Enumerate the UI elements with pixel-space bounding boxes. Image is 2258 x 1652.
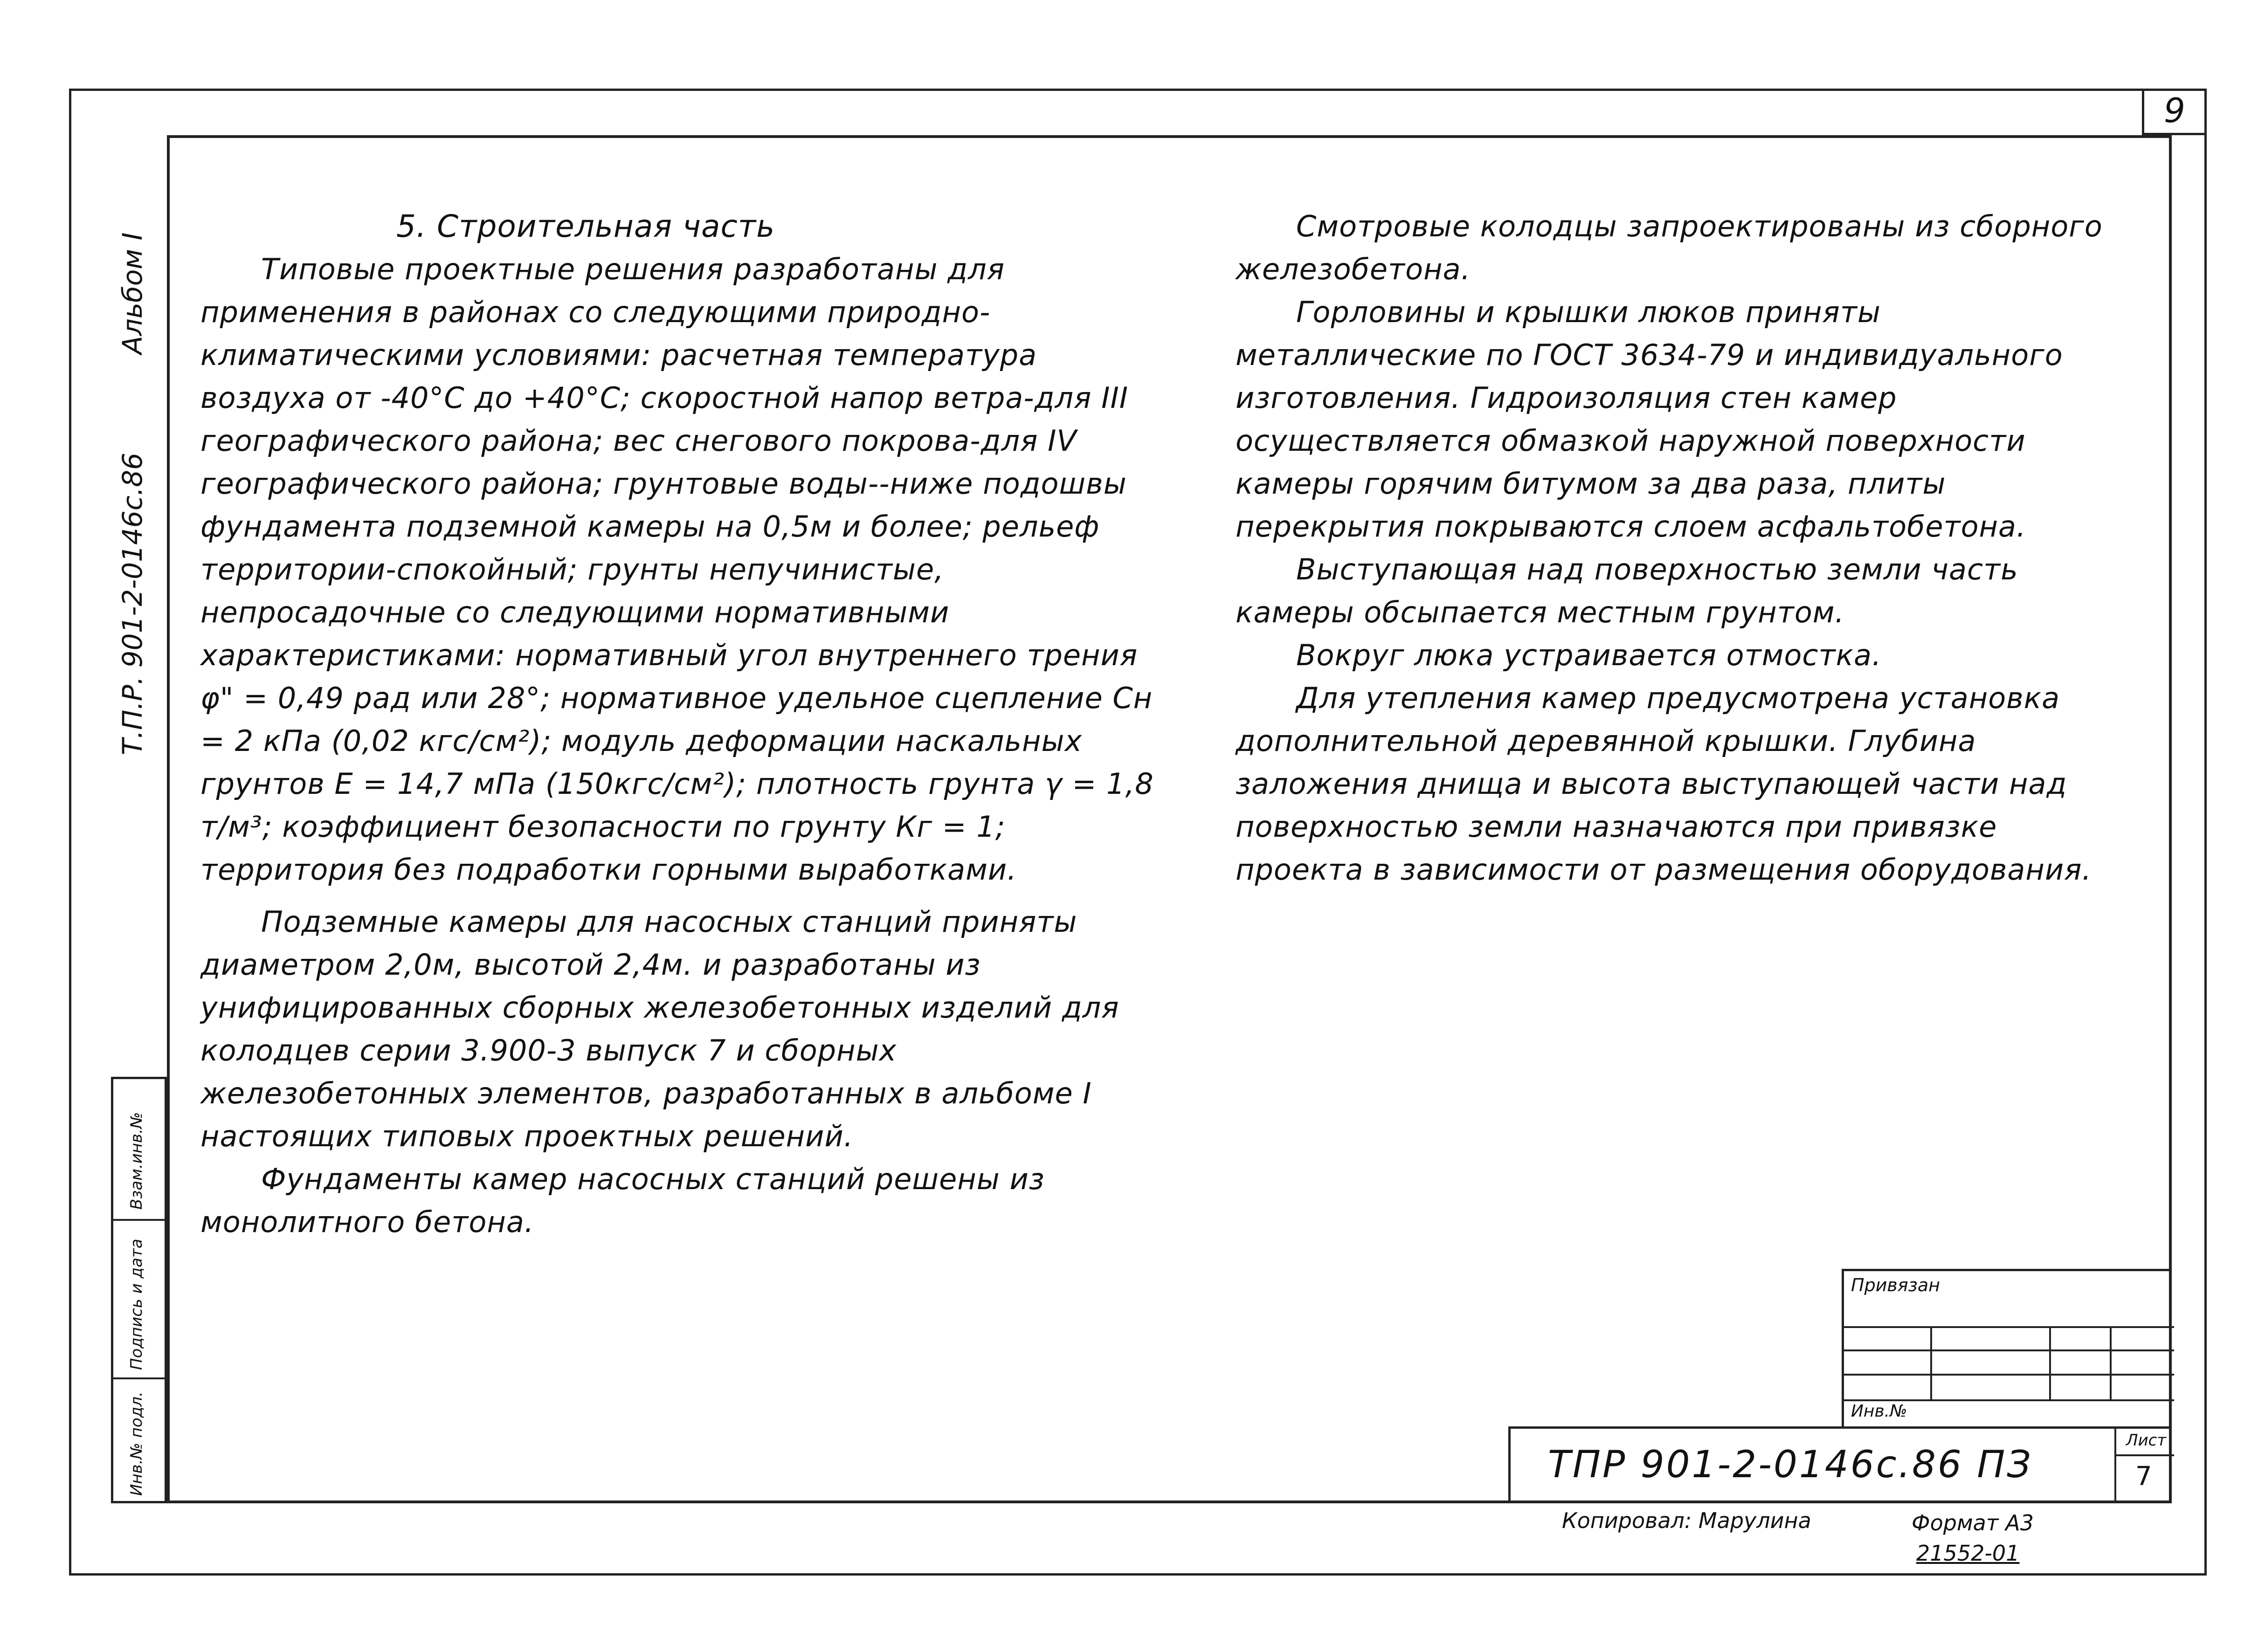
- section-heading: 5. Строительная часть: [396, 208, 775, 244]
- inv-label: Инв.№: [1851, 1402, 1907, 1421]
- project-code-note: Т.П.Р. 901-2-0146с.86: [117, 453, 148, 755]
- right-paragraph: Вокруг люка устраивается отмостка.: [1296, 638, 1882, 672]
- right-paragraph: Горловины и крышки люков приняты металлические по ГОСТ 3634-79 и индивидуального изготовления. Гидроизоляция стен камер осуществляется обмазкой наружной поверхности камеры горячим битумом за два раза, плиты перекрытия покрываются слоем асфальтобетона.: [1236, 295, 2063, 544]
- sheet-number: 7: [2135, 1461, 2152, 1492]
- designation: ТПР 901-2-0146с.86 ПЗ: [1548, 1443, 2033, 1486]
- stamp-label: Взам.инв.№: [127, 1112, 146, 1210]
- left-column: [200, 205, 1170, 1244]
- stamp-cell: [113, 1377, 165, 1501]
- stamp-label: Подпись и дата: [127, 1239, 146, 1370]
- title-block-main: [1508, 1426, 2172, 1503]
- right-paragraph: Для утепления камер предусмотрена установка дополнительной деревянной крышки. Глубина заложения днища и высота выступающей части над поверхностью земли назначаются при привязке проекта в зависимости от размещения оборудования.: [1236, 681, 2092, 887]
- title-block-grid: [1842, 1269, 2172, 1429]
- sheet-label: Лист: [2126, 1431, 2167, 1450]
- left-paragraph: Фундаменты камер насосных станций решены из монолитного бетона.: [200, 1162, 1045, 1239]
- tied-label: Привязан: [1851, 1275, 1940, 1295]
- stamp-label: Инв.№ подл.: [127, 1391, 146, 1496]
- stamp-cell: [113, 1079, 165, 1219]
- copied-by: Копировал: Марулина: [1562, 1508, 1811, 1533]
- left-paragraph: Типовые проектные решения разработаны для применения в районах со следующими природно-климатическими условиями: расчетная температура воздуха от -40°С до +40°С; скоростной напор ветра-для III географического района; вес снегового покрова-для IV географического района; грунтовые воды--ниже подошвы фундамента подземной камеры на 0,5м и более; рельеф территории-спокойный; грунты непучинистые, непросадочные со следующими нормативными характеристиками: нормативный угол внутреннего трения φ" = 0,49 рад или 28°; нормативное удельное сцепление Сн = 2 кПа (0,02 кгс/см²); модуль деформации наскальных грунтов Е = 14,7 мПа (150кгс/см²); плотность грунта γ = 1,8 т/м³; коэффициент безопасности по грунту Кг = 1; территория без подработки горными выработками.: [200, 252, 1154, 887]
- page-number: 9: [2142, 89, 2205, 135]
- archive-code: 21552-01: [1916, 1541, 2020, 1566]
- right-paragraph: Выступающая над поверхностью земли часть камеры обсыпается местным грунтом.: [1236, 552, 2018, 629]
- right-column: [1236, 205, 2117, 891]
- stamp-strip: [111, 1077, 167, 1503]
- right-paragraph: Смотровые колодцы запроектированы из сборного железобетона.: [1236, 209, 2103, 286]
- album-note: Альбом I: [117, 232, 148, 354]
- format: Формат А3: [1912, 1510, 2034, 1535]
- stamp-cell: [113, 1219, 165, 1377]
- left-paragraph: Подземные камеры для насосных станций приняты диаметром 2,0м, высотой 2,4м. и разработаны из унифицированных сборных железобетонных изделий для колодцев серии 3.900-3 выпуск 7 и сборных железобетонных элементов, разработанных в альбоме I настоящих типовых проектных решений.: [200, 905, 1119, 1153]
